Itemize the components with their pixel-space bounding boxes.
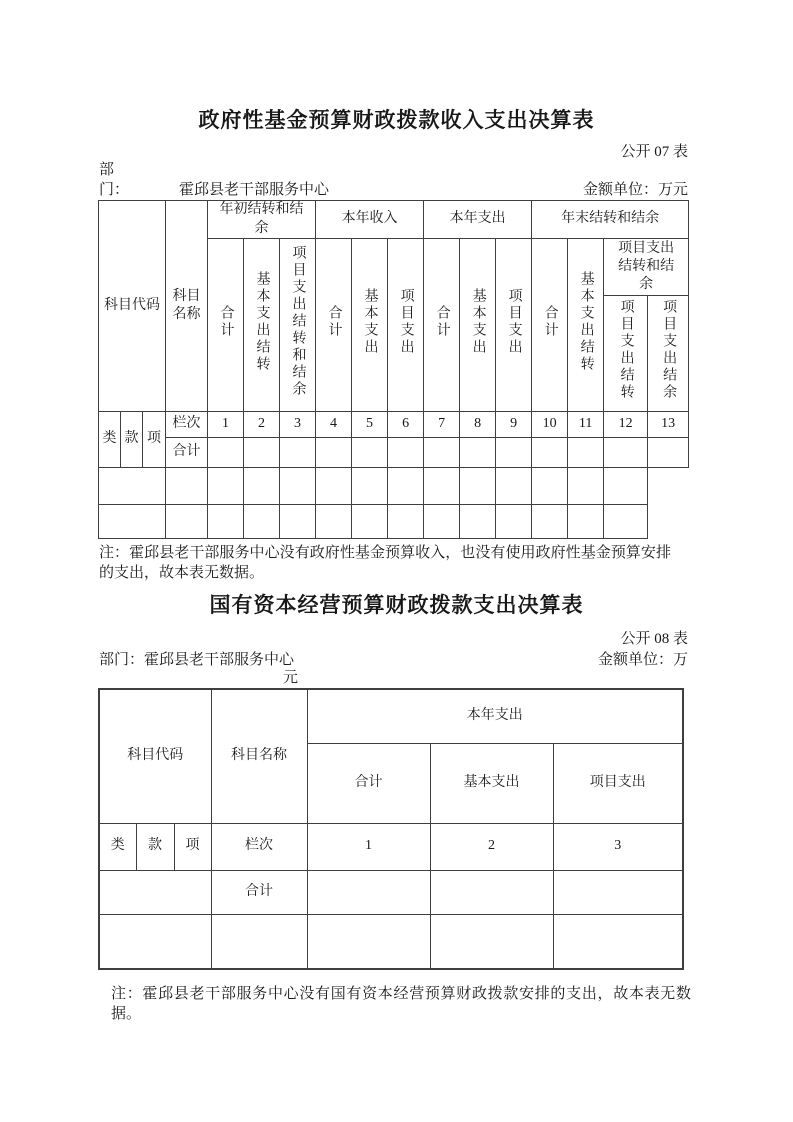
empty-cell xyxy=(553,870,683,914)
total-row-label: 合计 xyxy=(166,438,208,468)
empty-cell xyxy=(604,468,648,505)
header-col-5: 基本支出 xyxy=(352,239,388,412)
col-number: 2 xyxy=(430,823,553,870)
col-number: 3 xyxy=(280,412,316,438)
lanci-label: 栏次 xyxy=(166,412,208,438)
empty-cell xyxy=(460,505,496,539)
empty-cell xyxy=(568,468,604,505)
empty-cell xyxy=(352,505,388,539)
table2-title: 国有资本经营预算财政拨款支出决算表 xyxy=(209,594,584,617)
empty-cell xyxy=(424,468,460,505)
empty-cell xyxy=(388,438,424,468)
header-col-10: 合计 xyxy=(532,239,568,412)
table-row xyxy=(99,201,689,239)
header-subject-code: 科目代码 xyxy=(99,201,166,412)
header-col-2: 基本支出结转 xyxy=(244,239,280,412)
header-col-8: 基本支出 xyxy=(460,239,496,412)
table1-dept-label-line2: 门： xyxy=(99,182,130,198)
empty-cell xyxy=(166,468,208,505)
code-part-item: 项 xyxy=(174,823,211,870)
empty-cell xyxy=(553,914,683,969)
header-subject-name: 科目名称 xyxy=(211,689,307,823)
table1-title: 政府性基金预算财政拨款收入支出决算表 xyxy=(198,109,595,132)
table-row xyxy=(99,914,683,969)
col-number: 4 xyxy=(316,412,352,438)
code-part-section: 款 xyxy=(136,823,174,870)
header-yearend-project-sub: 项目支出结转和结余 xyxy=(604,239,689,296)
table-row xyxy=(99,505,689,539)
empty-cell xyxy=(352,438,388,468)
code-part-item: 项 xyxy=(143,412,166,468)
header-subject-name: 科目名称 xyxy=(166,201,208,412)
col-number: 8 xyxy=(460,412,496,438)
col-number: 10 xyxy=(532,412,568,438)
empty-cell xyxy=(307,914,430,969)
header-subject-code: 科目代码 xyxy=(99,689,211,823)
empty-cell xyxy=(99,914,211,969)
empty-cell xyxy=(460,438,496,468)
col-number: 2 xyxy=(244,412,280,438)
table2-unit-label-line1: 金额单位：万 xyxy=(597,652,688,668)
empty-cell xyxy=(496,468,532,505)
table-row xyxy=(99,412,689,438)
empty-cell xyxy=(532,438,568,468)
header-col-13: 项目支出结余 xyxy=(648,296,689,412)
empty-cell xyxy=(460,468,496,505)
header-col-3: 项目支出结转和结余 xyxy=(280,239,316,412)
table2-note: 注：霍邱县老干部服务中心没有国有资本经营预算财政拨款安排的支出，故本表无数据。 xyxy=(111,986,691,1022)
empty-cell xyxy=(166,505,208,539)
code-part-class: 类 xyxy=(99,823,136,870)
empty-cell xyxy=(99,870,211,914)
header-group-year-expense: 本年支出 xyxy=(424,201,532,239)
header-col-project: 项目支出 xyxy=(553,743,683,823)
empty-cell xyxy=(424,438,460,468)
empty-cell xyxy=(496,438,532,468)
gov-fund-budget-table xyxy=(98,200,689,539)
empty-cell xyxy=(244,438,280,468)
header-col-12: 项目支出结转 xyxy=(604,296,648,412)
table1-number: 公开 07 表 xyxy=(620,144,688,160)
empty-cell xyxy=(532,468,568,505)
col-number: 1 xyxy=(208,412,244,438)
empty-cell xyxy=(568,505,604,539)
empty-cell xyxy=(208,505,244,539)
empty-cell xyxy=(388,505,424,539)
empty-cell xyxy=(532,505,568,539)
col-number: 9 xyxy=(496,412,532,438)
empty-cell xyxy=(430,870,553,914)
empty-cell xyxy=(352,468,388,505)
col-number: 1 xyxy=(307,823,430,870)
code-part-section: 款 xyxy=(121,412,143,468)
table-row xyxy=(99,689,683,743)
header-col-total: 合计 xyxy=(307,743,430,823)
table-row xyxy=(99,438,689,468)
empty-cell xyxy=(280,505,316,539)
empty-cell xyxy=(99,468,166,505)
empty-cell xyxy=(208,468,244,505)
empty-cell xyxy=(244,468,280,505)
header-group-end-balance: 年末结转和结余 xyxy=(532,201,689,239)
header-col-4: 合计 xyxy=(316,239,352,412)
header-col-1: 合计 xyxy=(208,239,244,412)
table1-note: 注：霍邱县老干部服务中心没有政府性基金预算收入，也没有使用政府性基金预算安排的支出，故本表无数据。 xyxy=(99,545,671,581)
header-col-9: 项目支出 xyxy=(496,239,532,412)
empty-cell xyxy=(307,870,430,914)
empty-cell xyxy=(388,468,424,505)
empty-cell xyxy=(496,505,532,539)
header-group-begin-balance: 年初结转和结余 xyxy=(208,201,316,239)
col-number: 13 xyxy=(648,412,689,438)
col-number: 5 xyxy=(352,412,388,438)
col-number: 7 xyxy=(424,412,460,438)
empty-cell xyxy=(430,914,553,969)
table1-dept-label-line1: 部 xyxy=(99,162,115,178)
table2-unit-label-line2: 元 xyxy=(283,670,299,686)
empty-cell xyxy=(208,438,244,468)
table-row xyxy=(99,468,689,505)
header-col-basic: 基本支出 xyxy=(430,743,553,823)
empty-cell xyxy=(316,505,352,539)
header-col-7: 合计 xyxy=(424,239,460,412)
empty-cell xyxy=(316,468,352,505)
total-row-label: 合计 xyxy=(211,870,307,914)
table-row xyxy=(99,823,683,870)
empty-cell xyxy=(280,438,316,468)
empty-cell xyxy=(424,505,460,539)
empty-cell xyxy=(244,505,280,539)
table1-dept-name: 霍邱县老干部服务中心 xyxy=(179,182,330,198)
col-number: 6 xyxy=(388,412,424,438)
lanci-label: 栏次 xyxy=(211,823,307,870)
table2-dept-line: 部门：霍邱县老干部服务中心 xyxy=(99,652,295,668)
empty-cell xyxy=(648,438,689,468)
empty-cell xyxy=(568,438,604,468)
empty-cell xyxy=(604,505,648,539)
col-number: 3 xyxy=(553,823,683,870)
empty-cell xyxy=(316,438,352,468)
state-capital-budget-table xyxy=(98,688,684,970)
col-number: 11 xyxy=(568,412,604,438)
code-part-class: 类 xyxy=(99,412,121,468)
header-group-year-expense: 本年支出 xyxy=(307,689,683,743)
empty-cell xyxy=(604,438,648,468)
header-col-11: 基本支出结转 xyxy=(568,239,604,412)
empty-cell xyxy=(211,914,307,969)
col-number: 12 xyxy=(604,412,648,438)
table-row xyxy=(99,870,683,914)
header-col-6: 项目支出 xyxy=(388,239,424,412)
table1-unit-label: 金额单位：万元 xyxy=(582,182,688,198)
empty-cell xyxy=(280,468,316,505)
header-group-year-income: 本年收入 xyxy=(316,201,424,239)
table2-number: 公开 08 表 xyxy=(620,631,688,647)
empty-cell xyxy=(99,505,166,539)
